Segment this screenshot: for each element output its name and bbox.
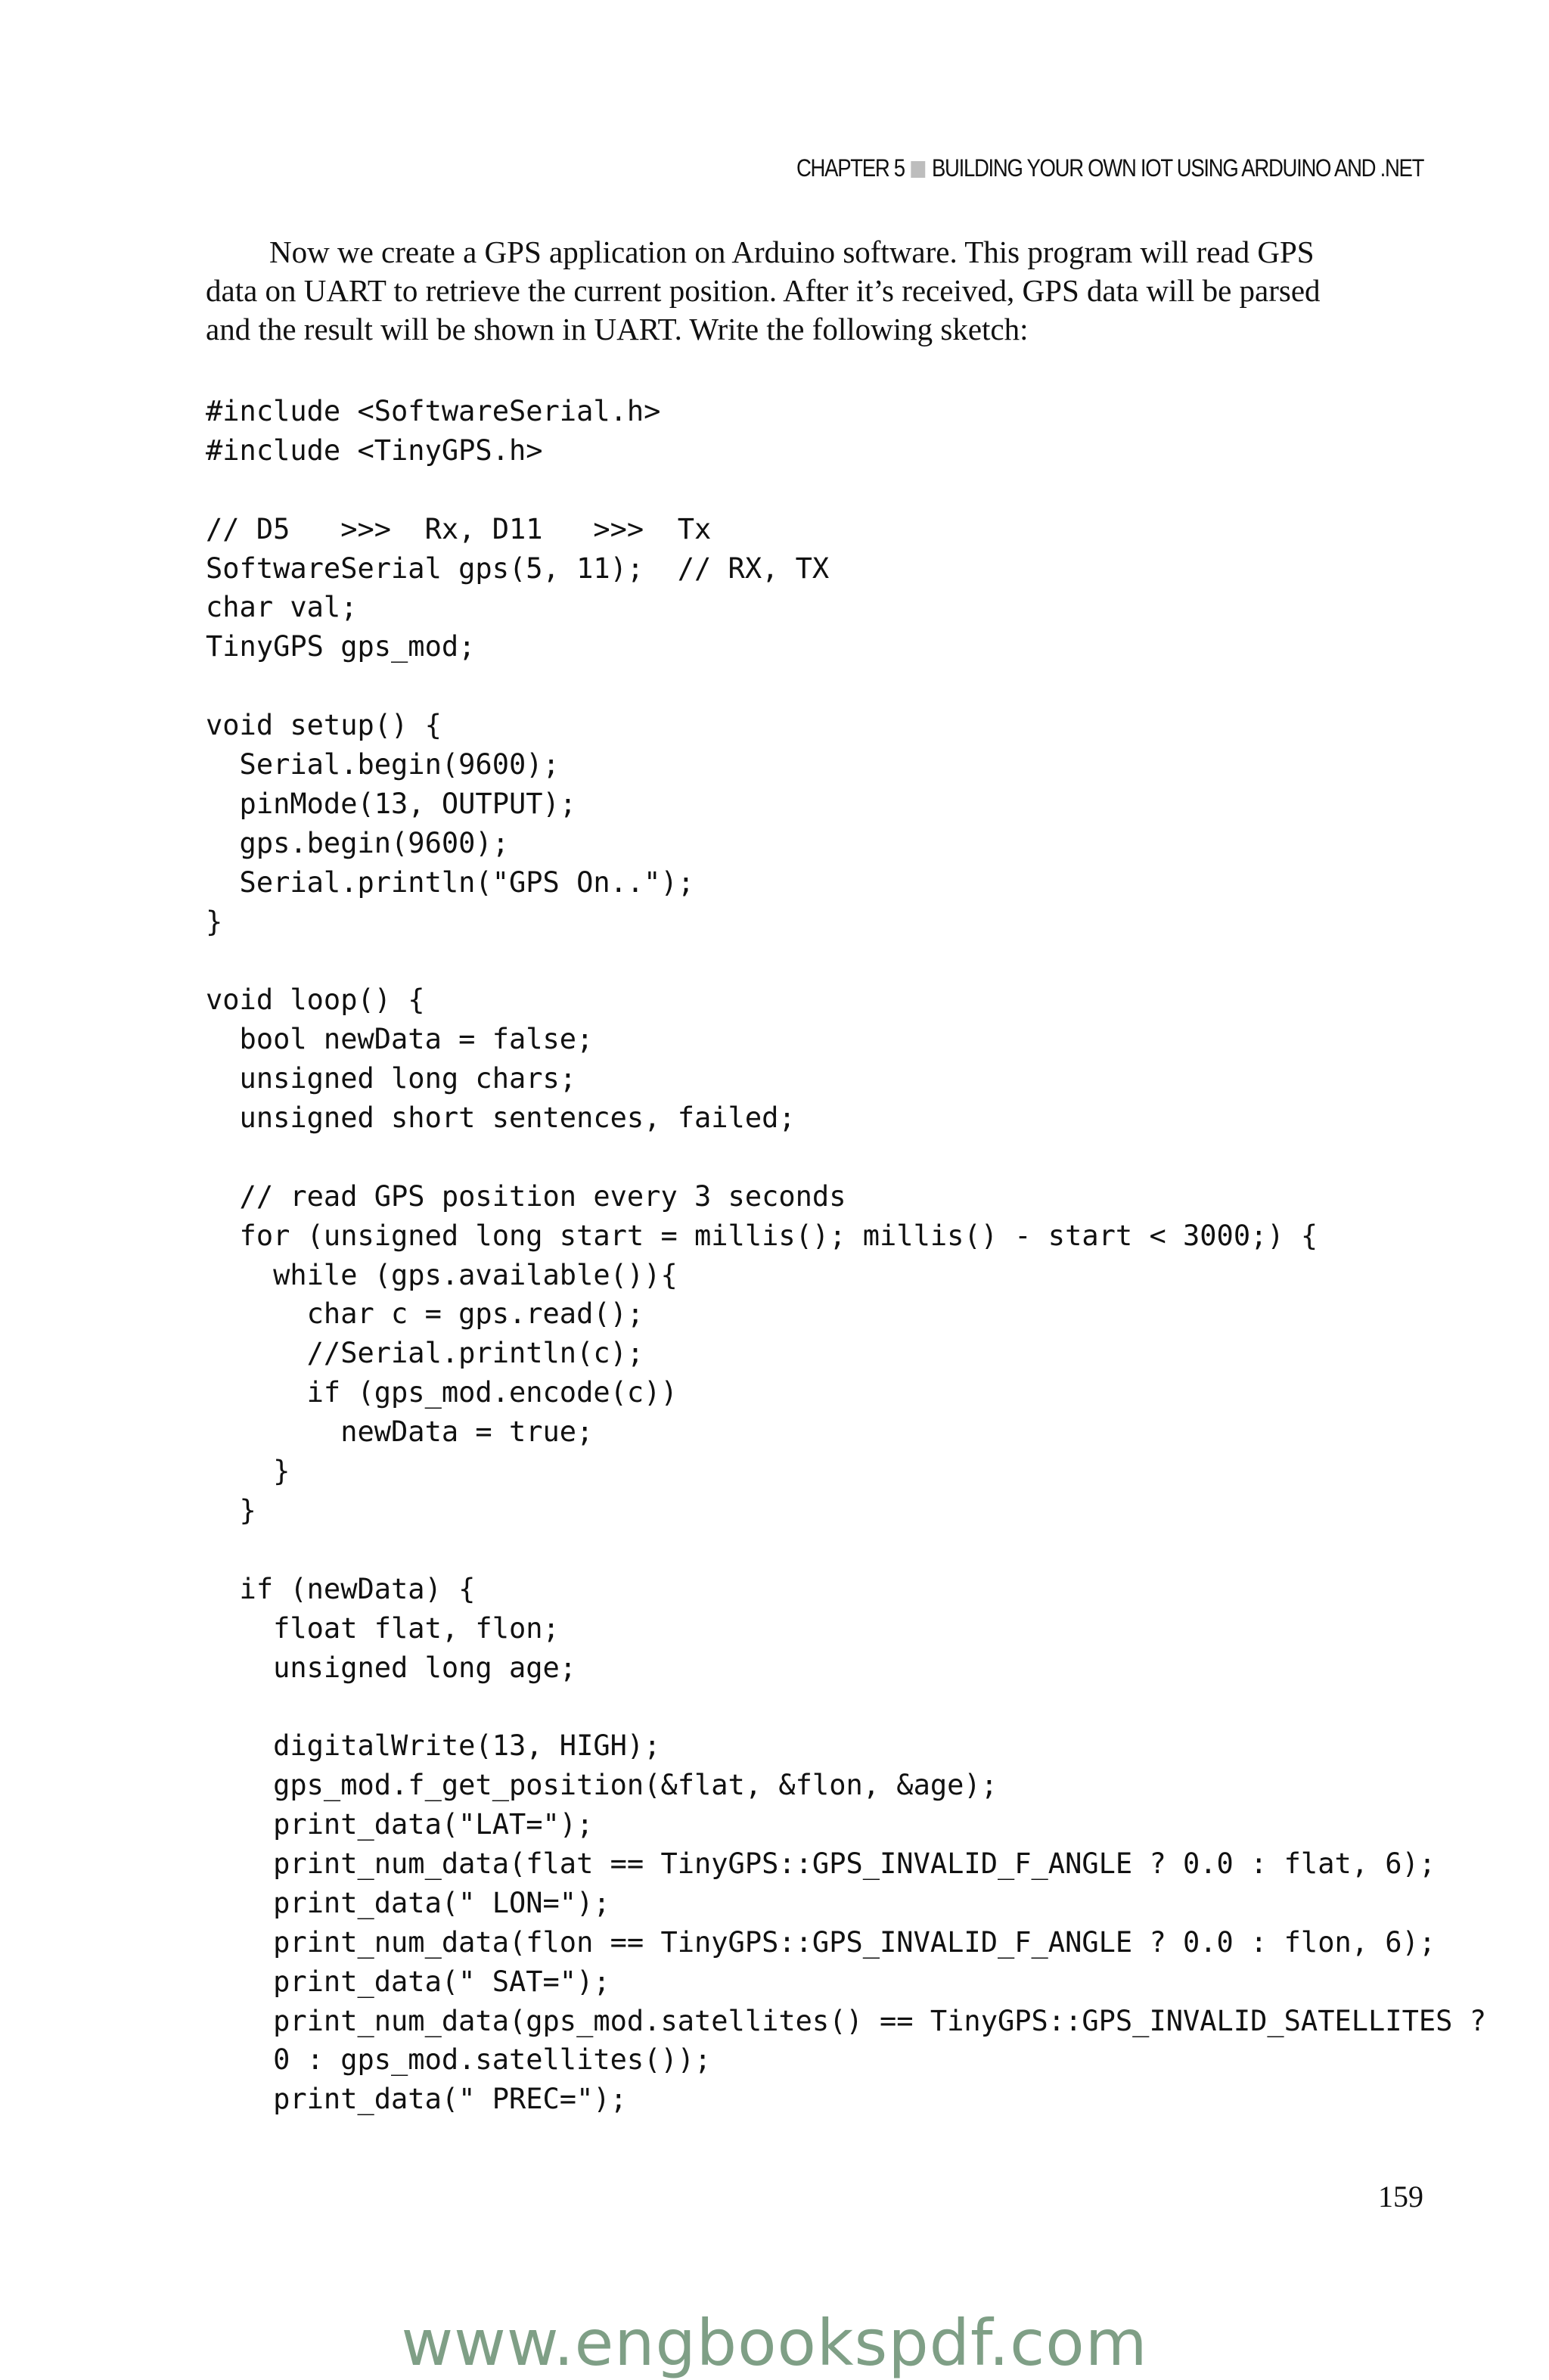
code-line: unsigned long age; [206, 1651, 577, 1684]
page-number: 159 [1378, 2180, 1423, 2214]
watermark-url: www.engbookspdf.com [401, 2306, 1148, 2380]
code-line: //Serial.println(c); [206, 1337, 644, 1370]
code-line: unsigned short sentences, failed; [206, 1101, 796, 1135]
code-line: void loop() { [206, 983, 425, 1017]
code-line: bool newData = false; [206, 1023, 594, 1056]
chapter-label: CHAPTER 5 [796, 154, 905, 182]
code-line: } [206, 1493, 256, 1527]
code-line [206, 1138, 1431, 1177]
code-line: gps_mod.f_get_position(&flat, &flon, &age); [206, 1769, 998, 1802]
code-line: TinyGPS gps_mod; [206, 630, 476, 663]
code-line: Serial.begin(9600); [206, 748, 560, 781]
code-line: Serial.println("GPS On.."); [206, 865, 695, 899]
code-line: pinMode(13, OUTPUT); [206, 787, 577, 820]
code-line: void setup() { [206, 709, 442, 742]
code-line: digitalWrite(13, HIGH); [206, 1729, 661, 1763]
separator-square-icon [911, 161, 925, 178]
code-line: 0 : gps_mod.satellites()); [206, 2043, 712, 2077]
intro-paragraph [206, 233, 1423, 349]
paragraph-line: and the result will be shown in UART. Write the following sketch: [206, 312, 1029, 346]
code-line: } [206, 1455, 290, 1488]
code-line: SoftwareSerial gps(5, 11); // RX, TX [206, 552, 830, 585]
running-header [796, 154, 1423, 182]
code-line: char c = gps.read(); [206, 1297, 644, 1331]
code-line [206, 941, 1431, 980]
code-line [206, 1687, 1431, 1726]
code-listing [206, 392, 1486, 2119]
code-line: gps.begin(9600); [206, 826, 509, 859]
code-line [206, 1530, 1431, 1570]
paragraph-line: Now we create a GPS application on Arduino software. This program will read GPS [269, 235, 1315, 269]
code-line [206, 471, 1431, 510]
code-line: print_num_data(flon == TinyGPS::GPS_INVALID_F_ANGLE ? 0.0 : flon, 6); [206, 1925, 1436, 1959]
code-line: print_data(" SAT="); [206, 1965, 610, 1998]
code-line: unsigned long chars; [206, 1062, 577, 1095]
code-line: } [206, 905, 223, 938]
code-line: // D5 >>> Rx, D11 >>> Tx [206, 512, 712, 545]
code-line: while (gps.available()){ [206, 1258, 678, 1291]
chapter-title: BUILDING YOUR OWN IOT USING ARDUINO AND .NET [931, 154, 1423, 182]
code-line: for (unsigned long start = millis(); millis() - start < 3000;) { [206, 1219, 1318, 1252]
code-line: print_data(" PREC="); [206, 2083, 627, 2116]
code-line: print_data(" LON="); [206, 1886, 610, 1919]
code-line: newData = true; [206, 1415, 594, 1449]
code-line: #include <SoftwareSerial.h> [206, 395, 661, 427]
code-line [206, 666, 1431, 706]
code-line: print_num_data(flat == TinyGPS::GPS_INVALID_F_ANGLE ? 0.0 : flat, 6); [206, 1847, 1436, 1880]
code-line: print_num_data(gps_mod.satellites() == TinyGPS::GPS_INVALID_SATELLITES ? [206, 2004, 1486, 2037]
code-line: char val; [206, 591, 358, 624]
code-line: // read GPS position every 3 seconds [206, 1179, 846, 1213]
paragraph-line: data on UART to retrieve the current position. After it’s received, GPS data will be parsed [206, 273, 1321, 308]
code-line: #include <TinyGPS.h> [206, 433, 543, 467]
code-line: print_data("LAT="); [206, 1808, 594, 1841]
code-line: if (gps_mod.encode(c)) [206, 1376, 678, 1409]
code-line: float flat, flon; [206, 1611, 560, 1645]
code-line: if (newData) { [206, 1572, 476, 1605]
